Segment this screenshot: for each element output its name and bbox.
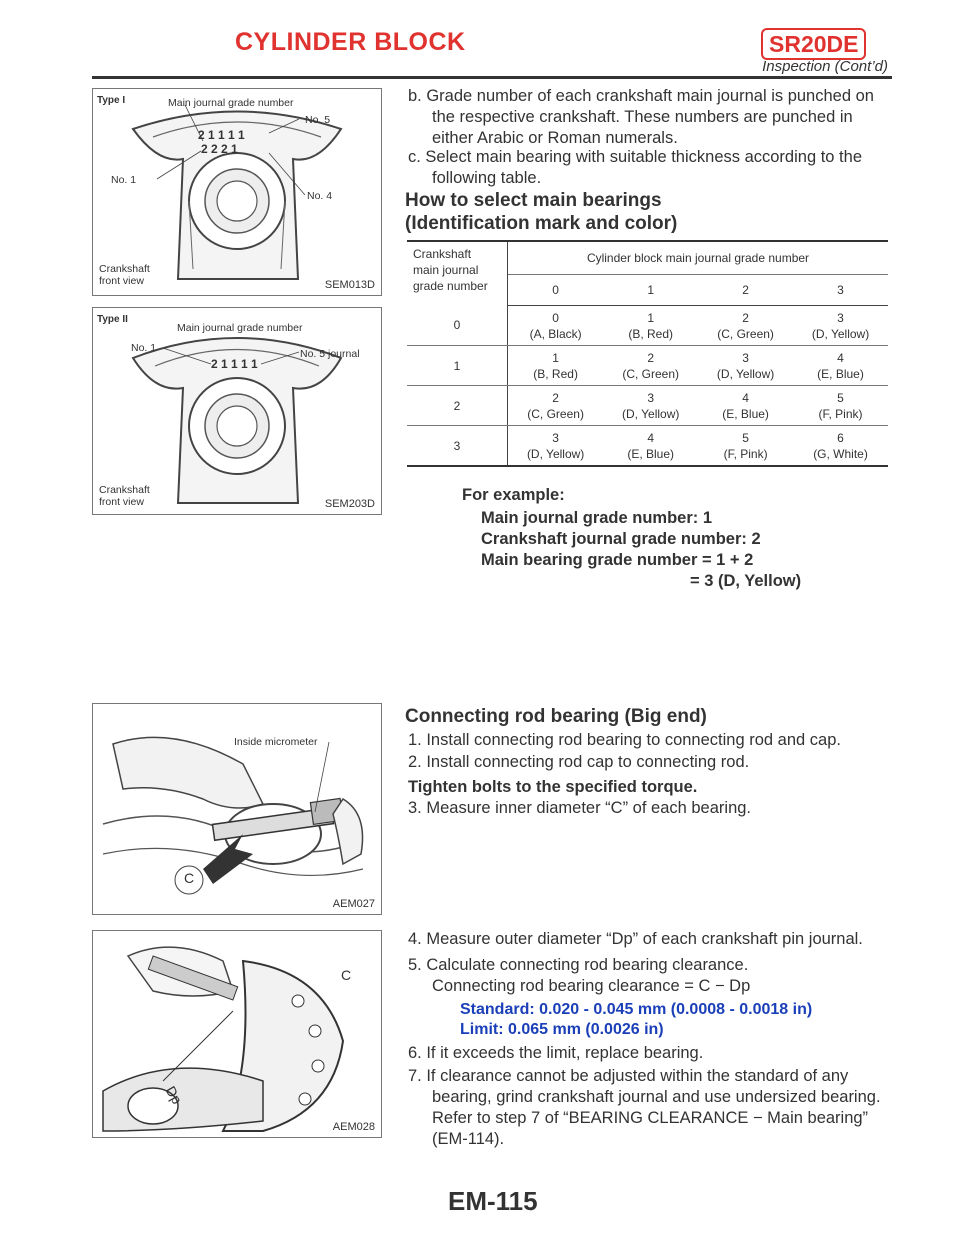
grade-digits-top: 2 1 1 1 1 [198,128,245,142]
table-cell: 1 (B, Red) [508,346,604,386]
figure-type-label: Type II [97,314,128,325]
column-header: 1 [603,275,698,306]
table-cell: 5 (F, Pink) [793,386,888,426]
corner-line1: Crankshaft [413,247,472,261]
select-heading-line1: How to select main bearings [405,190,662,211]
view-label-line1: Crankshaft [99,263,150,275]
table-cell: 2 (C, Green) [508,386,604,426]
row-header: 1 [407,346,508,386]
torque-note-text: Tighten bolts to the specified torque. [408,778,698,796]
crankshaft-measure-illustration [93,931,381,1137]
column-group-header: Cylinder block main journal grade number [508,241,889,275]
conrod-step4 [408,929,893,950]
table-cell: 5 (F, Pink) [723,430,768,461]
callout-no1: No. 1 [111,174,137,186]
row-header: 2 [407,386,508,426]
conrod-step6-text: 6. If it exceeds the limit, replace bearing. [408,1044,704,1062]
conrod-step7-text: 7. If clearance cannot be adjusted within the standard of any bearing, grind crankshaft journal and use undersized bearing. Refer to step 7 of “BEARING CLEARANCE − Main bearing” (EM-114). [408,1067,881,1148]
table-corner-header [407,241,508,306]
conrod-step2 [408,752,893,773]
callout-no5: No. 5 [305,114,331,126]
callout-no4: No. 4 [307,190,333,202]
table-cell: 2 (C, Green) [698,306,793,346]
page-number: EM-115 [448,1186,538,1216]
conrod-step3-text: 3. Measure inner diameter “C” of each bearing. [408,799,752,817]
table-row [407,426,888,467]
example-line4: = 3 (D, Yellow) [690,572,802,590]
step-b-text: b. Grade number of each crankshaft main journal is punched on the respective crankshaft. These numbers are punched in either Arabic or Roman numerals. [408,87,874,147]
section-title: CYLINDER BLOCK [235,28,466,56]
example-heading: For example: [462,486,565,504]
select-heading-line2: (Identification mark and color) [405,213,678,234]
conrod-step4-text: 4. Measure outer diameter “Dp” of each crankshaft pin journal. [408,930,863,948]
figure-code: SEM203D [324,498,375,510]
conrod-step1 [408,730,893,751]
table-cell: 3 (D, Yellow) [603,386,698,426]
table-cell: 3 (D, Yellow) [526,430,585,461]
c-dimension-label: C [184,870,195,886]
clearance-formula [432,976,892,997]
table-row [407,306,888,346]
table-cell: 2 (C, Green) [603,346,698,386]
view-label-line1: Crankshaft [99,484,150,496]
table-cell: 4 (E, Blue) [698,386,793,426]
main-bearing-grade-table [407,240,888,467]
figure-type-2 [92,307,382,515]
conrod-step5 [408,955,893,976]
table-cell: 6 (G, White) [813,430,868,461]
row-header: 0 [407,306,508,346]
example-line3: Main bearing grade number = 1 + 2 [481,551,754,569]
figure-code: AEM027 [332,898,375,910]
step-c-text: c. Select main bearing with suitable thickness according to the following table. [408,148,862,187]
example-line2: Crankshaft journal grade number: 2 [481,530,761,548]
spec-limit: Limit: 0.065 mm (0.0026 in) [460,1021,664,1038]
step-c [408,147,893,189]
conrod-step7 [408,1066,893,1150]
figure-code: SEM013D [324,279,375,291]
table-cell: 3 (D, Yellow) [793,306,888,346]
spec-standard: Standard: 0.020 - 0.045 mm (0.0008 - 0.0018 in) [460,1001,813,1018]
grade-digits-bottom: 2 2 2 1 [201,142,238,156]
inside-micrometer-label: Inside micrometer [234,736,318,748]
row-header: 3 [407,426,508,467]
dp-dimension-label: Dp [162,1083,186,1107]
conrod-step1-text: 1. Install connecting rod bearing to connecting rod and cap. [408,731,841,749]
conrod-step3 [408,798,893,819]
table-cell: 4 (E, Blue) [627,430,675,461]
view-label-line2: front view [99,275,144,287]
section-subtitle: Inspection (Cont’d) [762,58,888,75]
grade-digits: 2 1 1 1 1 [211,357,258,371]
table-row [407,346,888,386]
table-cell: 1 (B, Red) [603,306,698,346]
table-cell: 4 (E, Blue) [793,346,888,386]
column-header: 2 [698,275,793,306]
figure-code: AEM028 [332,1121,375,1133]
figure-pin-journal-measure [92,930,382,1138]
select-bearing-heading [405,189,677,235]
example-line1: Main journal grade number: 1 [481,509,713,527]
figure-inside-micrometer [92,703,382,915]
clearance-formula-text: Connecting rod bearing clearance = C − Dp [432,977,751,995]
conrod-step5-text: 5. Calculate connecting rod bearing clearance. [408,956,749,974]
callout-no1: No. 1 [131,342,157,354]
conrod-heading: Connecting rod bearing (Big end) [405,706,707,727]
table-row [407,386,888,426]
torque-note [408,777,893,798]
view-label-line2: front view [99,496,144,508]
callout-no5-journal: No. 5 journal [300,348,360,360]
conrod-step6 [408,1043,893,1064]
figure-type-1 [92,88,382,296]
figure-type-label: Type I [97,95,126,106]
table-cell: 0 (A, Black) [508,306,604,346]
table-cell: 3 (D, Yellow) [698,346,793,386]
column-header: 0 [508,275,604,306]
corner-line3: grade number [413,279,488,293]
c-dimension-label: C [341,967,352,983]
header-rule [92,76,892,79]
conrod-step2-text: 2. Install connecting rod cap to connecting rod. [408,753,750,771]
figure-title: Main journal grade number [168,97,294,109]
step-b [408,86,893,149]
figure-title: Main journal grade number [177,322,303,334]
column-header: 3 [793,275,888,306]
engine-badge: SR20DE [761,28,866,60]
corner-line2: main journal [413,263,479,277]
